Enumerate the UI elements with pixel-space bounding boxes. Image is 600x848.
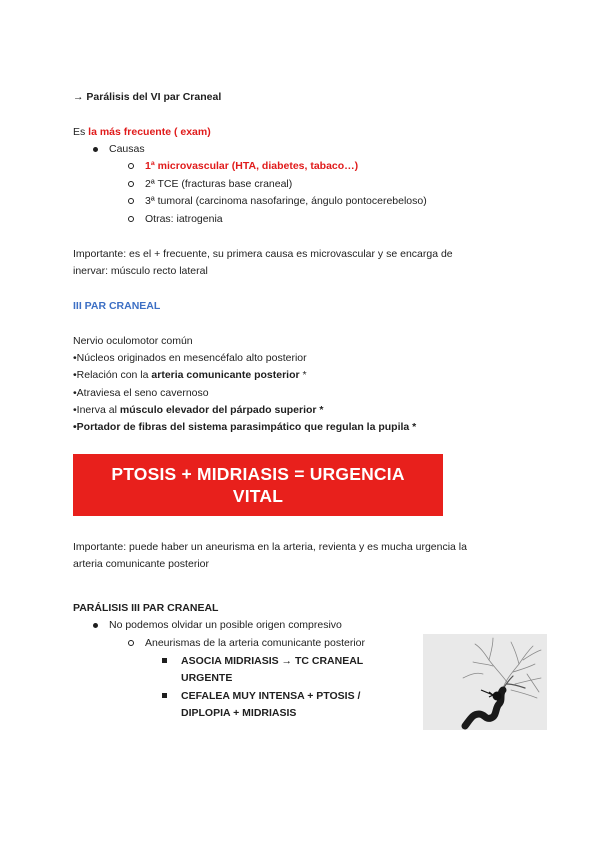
feature-suffix: *	[299, 369, 307, 381]
section-vi-intro	[73, 125, 211, 139]
feature-bold: músculo elevador del párpado superior *	[119, 404, 324, 416]
paralysis-detail: CEFALEA MUY INTENSA + PTOSIS /	[181, 690, 361, 702]
banner-line: PTOSIS + MIDRIASIS = URGENCIA	[111, 464, 405, 484]
paralysis-detail-cont: DIPLOPIA + MIDRIASIS	[181, 707, 297, 719]
paralysis-detail: ASOCIA MIDRIASIS → TC CRANEAL	[181, 655, 364, 667]
cause-item: Otras: iatrogenia	[145, 213, 223, 225]
important-note-iii: Importante: puede haber un aneurisma en la arteria, revienta y es mucha urgencia la	[73, 541, 467, 553]
feature-item: •Portador de fibras del sistema parasimpático que regulan la pupila *	[73, 421, 417, 433]
square-bullet	[162, 658, 167, 663]
important-note-vi: Importante: es el + frecuente, su primera causa es microvascular y se encarga de	[73, 248, 453, 260]
feature-item: •Núcleos originados en mesencéfalo alto posterior	[73, 352, 307, 364]
feature-prefix: •Relación con la	[73, 369, 152, 381]
circle-bullet	[128, 163, 134, 169]
circle-bullet	[128, 198, 134, 204]
cause-item: 1ª microvascular (HTA, diabetes, tabaco…)	[145, 160, 359, 172]
feature-bold: arteria comunicante posterior	[151, 369, 300, 381]
paralysis-subpoint: Aneurismas de la arteria comunicante posterior	[145, 637, 366, 649]
banner-line: VITAL	[232, 486, 284, 506]
paralysis-point: No podemos olvidar un posible origen compresivo	[109, 619, 342, 631]
intro-prefix: Es	[73, 126, 89, 138]
circle-bullet	[128, 216, 134, 222]
important-note-iii-cont: arteria comunicante posterior	[73, 558, 209, 570]
nerve-name: Nervio oculomotor común	[73, 335, 193, 347]
feature-item	[73, 403, 324, 417]
disc-bullet	[93, 147, 98, 152]
section-vi-title: → Parálisis del VI par Craneal	[73, 91, 222, 103]
feature-prefix: •Inerva al	[73, 404, 120, 416]
square-bullet	[162, 693, 167, 698]
angiography-image	[423, 634, 547, 730]
cause-item: 3ª tumoral (carcinoma nasofaringe, ángulo pontocerebeloso)	[145, 195, 427, 207]
section-iii-heading: III PAR CRANEAL	[73, 300, 161, 312]
paralysis-heading: PARÁLISIS III PAR CRANEAL	[73, 602, 219, 614]
urgency-banner	[73, 454, 443, 516]
disc-bullet	[93, 623, 98, 628]
feature-item: •Atraviesa el seno cavernoso	[73, 387, 209, 399]
paralysis-detail-cont: URGENTE	[181, 672, 233, 684]
important-note-vi-cont: inervar: músculo recto lateral	[73, 265, 208, 277]
circle-bullet	[128, 640, 134, 646]
intro-highlight: la más frecuente ( exam)	[88, 126, 211, 138]
circle-bullet	[128, 181, 134, 187]
feature-item	[73, 368, 307, 382]
causes-label: Causas	[109, 143, 145, 155]
cause-item: 2ª TCE (fracturas base craneal)	[145, 178, 293, 190]
